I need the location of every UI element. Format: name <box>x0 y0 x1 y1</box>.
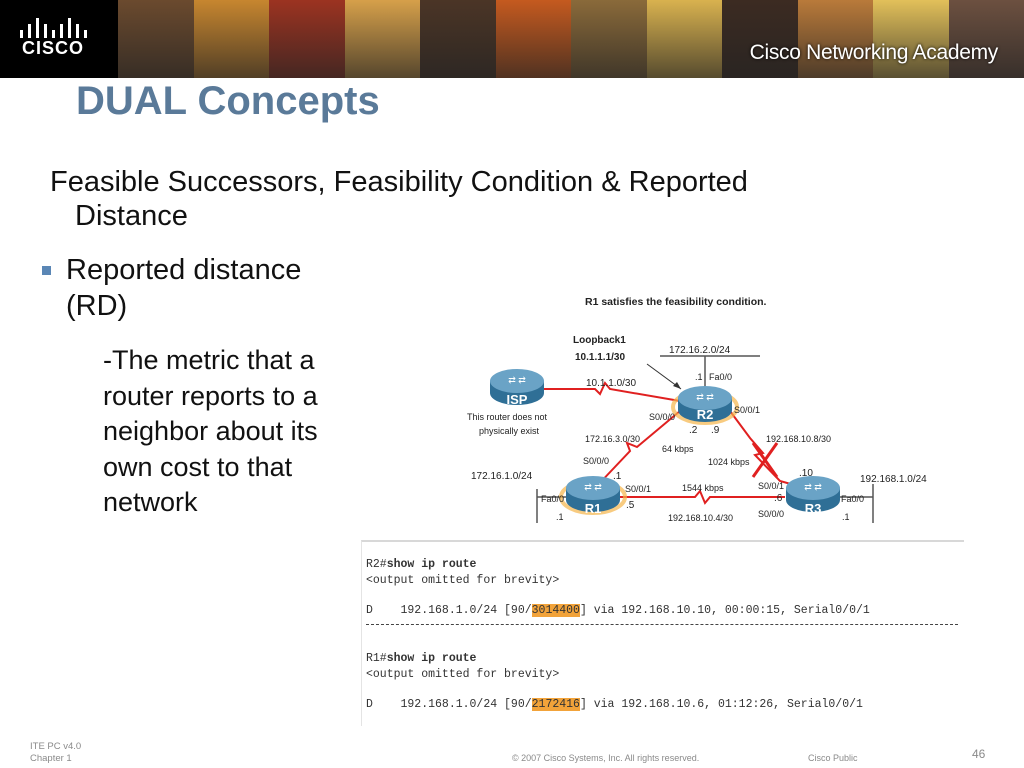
footer-classification: Cisco Public <box>808 753 858 763</box>
r2-command-line <box>366 558 476 571</box>
r1-lan-net: 172.16.1.0/24 <box>471 471 533 482</box>
router-r2-label: R2 <box>696 407 714 422</box>
r1-command: show ip route <box>386 652 477 665</box>
r2-fa-port: Fa0/0 <box>709 372 733 382</box>
r1-route-line <box>366 698 863 711</box>
r2-route-suffix: ] via 192.168.10.10, 00:00:15, Serial0/0/1 <box>579 604 870 617</box>
r3-lan-net: 192.168.1.0/24 <box>860 474 927 485</box>
net-r2-r3: 192.168.10.8/30 <box>766 434 832 444</box>
r3-s001-port: S0/0/1 <box>758 481 785 491</box>
r2-s000-port: S0/0/0 <box>649 412 676 422</box>
banner-photo-panel <box>798 0 875 78</box>
r2-reported-metric: 3014400 <box>531 604 580 617</box>
router-r3-label: R3 <box>804 501 822 516</box>
router-isp-icon <box>490 369 544 407</box>
banner-photo-panel <box>571 0 648 78</box>
r1-route-prefix: D 192.168.1.0/24 [90/ <box>366 698 532 711</box>
r2-route-line <box>366 604 870 617</box>
banner-photo-panel <box>873 0 950 78</box>
r2-lan-net: 172.16.2.0/24 <box>669 345 731 356</box>
header-banner <box>0 0 1024 78</box>
r1-omit-line: <output omitted for brevity> <box>366 668 560 681</box>
r3-dot10: .10 <box>799 468 813 479</box>
r1-prompt: R1# <box>366 652 387 665</box>
cisco-bridge-icon <box>18 18 98 40</box>
svg-text:⇄ ⇄: ⇄ ⇄ <box>804 482 822 492</box>
r3-s000-port: S0/0/0 <box>758 509 785 519</box>
slide-subtitle <box>50 165 910 233</box>
r2-dot2: .2 <box>689 425 698 436</box>
r2-dot1: .1 <box>695 372 703 382</box>
definition-line: -The metric that a <box>103 345 315 375</box>
isp-note-line-1: This router does not <box>467 412 548 422</box>
failed-link-x-icon <box>753 443 777 477</box>
definition-line: own cost to that <box>103 451 293 482</box>
footer-course <box>30 741 81 765</box>
arrow-head-icon <box>673 382 681 389</box>
r1-route-suffix: ] via 192.168.10.6, 01:12:26, Serial0/0/1 <box>579 698 863 711</box>
footer-copyright: © 2007 Cisco Systems, Inc. All rights reserved. <box>512 753 700 763</box>
subtitle-line-2: Distance <box>75 200 188 232</box>
net-isp-r2: 10.1.1.0/30 <box>586 378 637 389</box>
definition-line: network <box>103 487 198 517</box>
isp-note-line-2: physically exist <box>479 426 540 436</box>
r2-prompt: R2# <box>366 558 387 571</box>
sub-bullet-definition <box>103 343 373 521</box>
page-number: 46 <box>972 747 986 761</box>
router-r3-icon <box>786 476 840 516</box>
banner-photo-panel <box>949 0 1024 78</box>
diagram-caption: R1 satisfies the feasibility condition. <box>585 296 767 308</box>
r3-dot1: .1 <box>842 512 850 522</box>
footer-version: ITE PC v4.0 <box>30 741 82 752</box>
r1-fa-port: Fa0/0 <box>541 494 565 504</box>
router-r1-icon <box>561 476 625 516</box>
r1-dot1-top: .1 <box>613 471 622 482</box>
r1-reported-metric: 2172416 <box>531 698 580 711</box>
link-r2-r3 <box>730 411 805 488</box>
net-r1-r3: 192.168.10.4/30 <box>668 513 734 523</box>
r3-fa-port: Fa0/0 <box>841 494 865 504</box>
academy-brand: Cisco Networking Academy <box>749 41 998 64</box>
r1-dot1-bottom: .1 <box>556 512 564 522</box>
bullet-square-icon <box>42 266 51 275</box>
r2-dot9: .9 <box>711 425 720 436</box>
svg-text:⇄ ⇄: ⇄ ⇄ <box>584 482 602 492</box>
footer-chapter: Chapter 1 <box>30 753 72 764</box>
banner-photo-panel <box>118 0 195 78</box>
banner-photo-panel <box>194 0 271 78</box>
bullet-line-1: Reported distance <box>66 254 302 286</box>
r2-command: show ip route <box>386 558 477 571</box>
r1-dot5: .5 <box>626 500 635 511</box>
slide-title: DUAL Concepts <box>76 79 380 123</box>
r1-s000-port: S0/0/0 <box>583 456 610 466</box>
router-isp-label: ISP <box>506 392 528 407</box>
r2-route-prefix: D 192.168.1.0/24 [90/ <box>366 604 532 617</box>
banner-photo-panel <box>420 0 497 78</box>
svg-text:⇄ ⇄: ⇄ ⇄ <box>696 392 714 402</box>
subtitle-line-1: Feasible Successors, Feasibility Condition & Reported <box>50 166 748 198</box>
bullet-line-2: (RD) <box>66 290 128 322</box>
definition-line: router reports to a <box>103 380 318 411</box>
net-r1-r2: 172.16.3.0/30 <box>585 434 641 444</box>
banner-photo-panel <box>269 0 346 78</box>
cisco-wordmark: CISCO <box>22 38 85 58</box>
r2-omit-line: <output omitted for brevity> <box>366 574 560 587</box>
cli-output-panel <box>361 540 964 726</box>
bw-64: 64 kbps <box>662 444 694 454</box>
r3-dot6: .6 <box>774 493 783 504</box>
banner-photo-panel <box>496 0 573 78</box>
r1-command-line <box>366 652 476 665</box>
svg-text:⇄ ⇄: ⇄ ⇄ <box>508 375 526 385</box>
cli-divider <box>366 624 958 625</box>
r1-s001-port: S0/0/1 <box>625 484 652 494</box>
network-diagram <box>455 283 965 533</box>
loopback-ip: 10.1.1.1/30 <box>575 352 626 363</box>
r2-s001-port: S0/0/1 <box>734 405 761 415</box>
bw-1544: 1544 kbps <box>682 483 724 493</box>
banner-photo-panel <box>722 0 799 78</box>
definition-line: neighbor about its <box>103 416 318 446</box>
banner-photo-panel <box>345 0 422 78</box>
router-r2-icon <box>673 386 737 423</box>
bw-1024: 1024 kbps <box>708 457 750 467</box>
banner-photo-panel <box>647 0 724 78</box>
cisco-logo <box>0 0 118 78</box>
loopback-label: Loopback1 <box>573 335 626 346</box>
router-r1-label: R1 <box>584 501 602 516</box>
bullet-reported-distance <box>38 252 301 324</box>
